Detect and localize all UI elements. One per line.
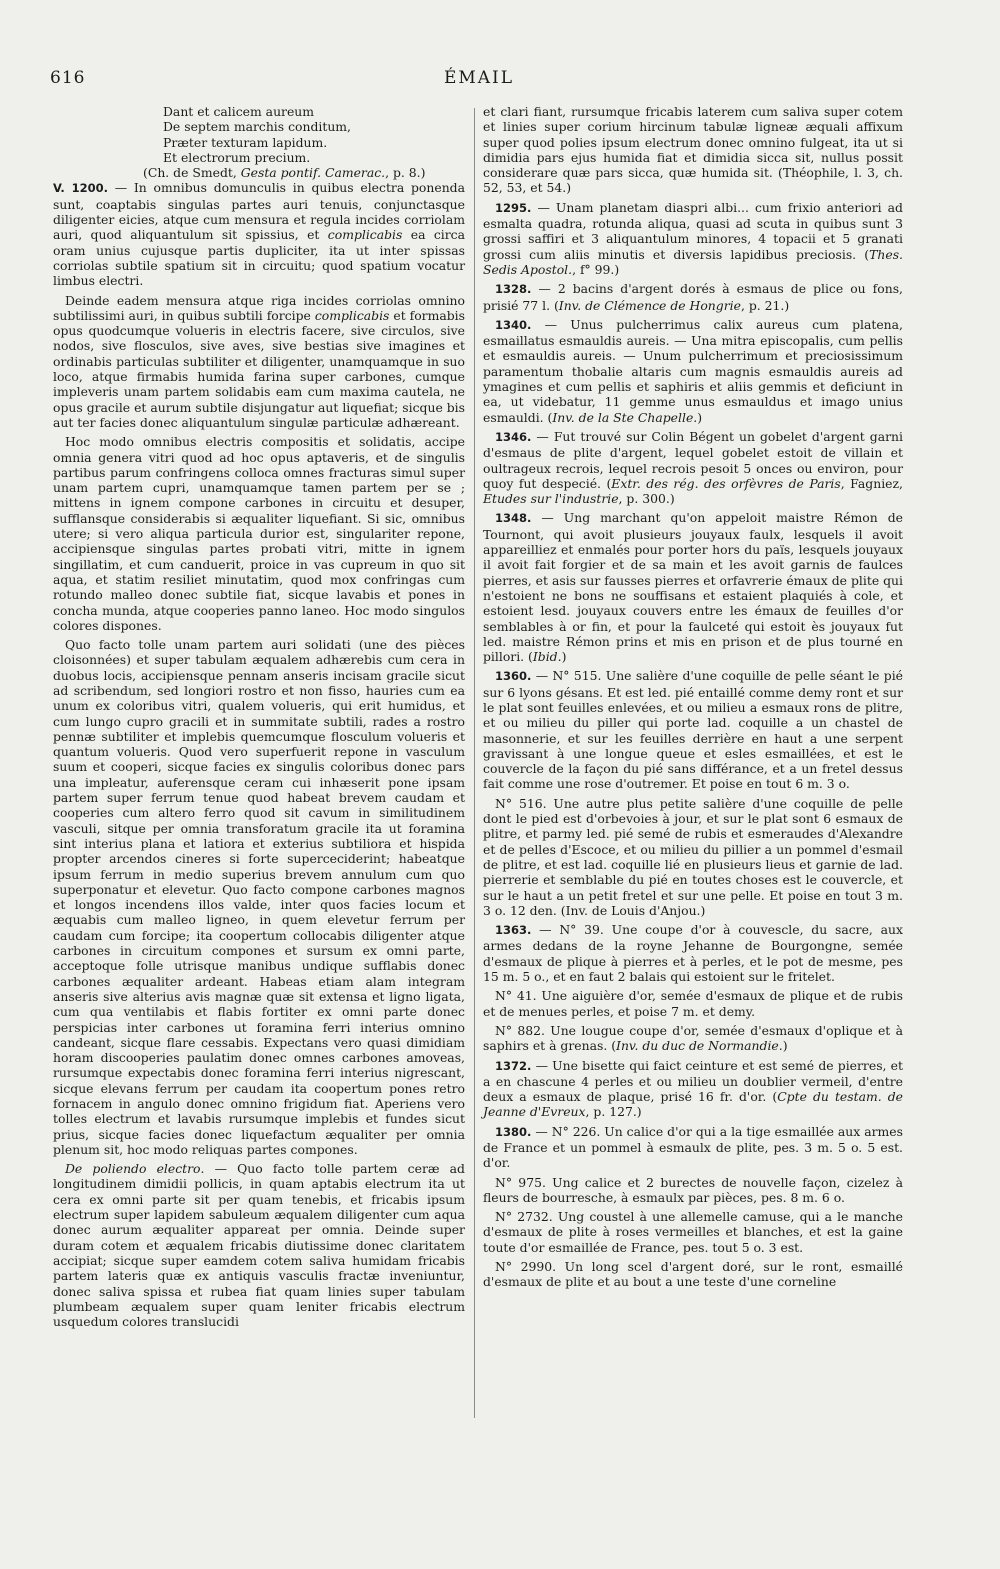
verse-line: De septem marchis conditum, <box>163 119 351 135</box>
body-paragraph: et clari fiant, rursumque fricabis laterem cum saliva super cotem et linies super corium hircinum tabulæ ligneæ æquali affixum super quod polies ipsum electrum donec omnino fulgeat, ita ut si dimidia pars ejus humida fiat et dimidia sicca sit, nullus possit considerare quæ pars sicca, quæ humida sit. (Théophile, l. 3, ch. 52, 53, et 54.) <box>483 104 903 196</box>
entry-paragraph: V. 1200. — In omnibus domunculis in quibus electra ponenda sunt, coaptabis singulas partes auri tenuis, conjunctasque diligenter eicies, atque cum mensura et regula incides corriolam auri, quod aliquantulum sit spissius, et complicabis ea circa oram unius cujusque partis dupliciter, ita ut inter spissas corriolas subtile spatium sit in circuitu; quod spatium vocatur limbus electri. <box>53 180 466 289</box>
page-number: 616 <box>50 68 86 88</box>
entry-paragraph: 1360. — N° 515. Une salière d'une coquille de pelle séant le pié sur 6 lyons gésans. Et est led. pié entaillé comme demy ront et sur le plat sont feuilles enlevées, et ou milieu a esmaux rons de plitre, et ou milieu du piller qui porte lad. coquille a un chastel de masonnerie, et sur les feuilles derrière en haut a une serpent gravissant à une longue queue et esles esmaillées, et est le couvercle de la façon du pié sans différance, et a un fretel dessus fait comme une rose d'outremer. Et poise en tout 6 m. 3 o. <box>483 668 903 792</box>
verse-line: Et electrorum precium. <box>163 149 311 165</box>
entry-paragraph: 1340. — Unus pulcherrimus calix aureus cum platena, esmaillatus esmauldis aureis. — Una mitra episcopalis, cum pellis et esmauldis aureis. — Unum pulcherrimum et preciosissimum paramentum thobalie altaris cum magnis esmauldis aureis ad ymagines et cum pellis et saphiris et aliis gemmis et deficiunt in ea, ut videbatur, 11 gemme unus esmauldus et imago unius esmauldi. (Inv. de la Ste Chapelle.) <box>483 316 903 425</box>
entry-paragraph: 1363. — N° 39. Une coupe d'or à couvescle, du sacre, aux armes dedans de la royne Jehanne de Bourgongne, semée d'esmaux de plique à pierres et à perles, et le pot de mesme, pes 15 m. 5 o., et en faut 2 balais qui estoient sur le fritelet. <box>483 922 903 985</box>
page-header <box>50 68 908 90</box>
verse-line: Præter texturam lapidum. <box>163 134 328 150</box>
entry-number: 1372. <box>495 1058 532 1073</box>
entry-number: 1340. <box>495 317 532 332</box>
column-divider <box>474 108 475 1418</box>
entry-number: 1348. <box>495 511 532 526</box>
entry-paragraph: 1348. — Ung marchant qu'on appeloit maistre Rémon de Tournont, qui avoit plusieurs jouyaux faulx, lesquels il avoit appareilliez et enmalés pour porter hors du païs, lesquels jouyaux il avoit fait forgier et de sa main et les avoit garnis de faulces pierres, et asis sur fausses pierres et orfavrerie émaux de plite qui n'estoient ne bons ne souffisans et estaient plaquiés à cole, et estoient lesd. jouyaux couvers entre les émaux de feuilles d'or semblables à or fin, et pour la faulceté qui estoit ès jouyaux fut led. maistre Rémon prins et mis en prison et de plus tourné en pillori. (Ibid.) <box>483 510 903 665</box>
entry-paragraph: 1372. — Une bisette qui faict ceinture et est semé de pierres, et a en chascune 4 perles et ou milieu un doublier vermeil, d'entre deux a esmaux de plaque, prisé 16 fr. d'or. (Cpte du testam. de Jeanne d'Evreux, p. 127.) <box>483 1057 903 1120</box>
entry-paragraph: 1380. — N° 226. Un calice d'or qui a la tige esmaillée aux armes de France et un pommel à esmaulx de plite, pes. 3 m. 5 o. 5 est. d'or. <box>483 1123 903 1171</box>
body-paragraph: Hoc modo omnibus electris compositis et solidatis, accipe omnia genera vitri quod ad hoc opus aptaveris, et de singulis partibus parum confringens colloca omnes fracturas simul super unam partem cupri, unamquamque tamen partem per se ; mittens in ignem compone carbones in circuitu et desuper, sufflansque considerabis si æqualiter liquefiant. Si sic, omnibus utere; si vero aliqua particula durior est, singulariter repone, accipiensque singulas partes probati vitri, mitte in ignem singillatim, et cum canduerit, proice in vas cupreum in quo sit aqua, et statim resiliet minutatim, quod mox confringas cum rotundo malleo donec subtile fiat, sicque lavabis et pones in concha munda, atque cooperies panno laneo. Hoc modo singulos colores dispones. <box>53 434 465 633</box>
entry-number: 1363. <box>495 923 532 938</box>
body-paragraph: N° 975. Ung calice et 2 burectes de nouvelle façon, cizelez à fleurs de bourresche, à esmaulx par pièces, pes. 8 m. 6 o. <box>483 1174 903 1205</box>
left-column <box>53 104 465 1333</box>
entry-paragraph: 1346. — Fut trouvé sur Colin Bégent un gobelet d'argent garni d'esmaus de plite d'argent, lequel gobelet estoit de villain et oultrageux recrois, lequel recrois pesoit 5 onces ou environ, pour quoy fut despecié. (Extr. des rég. des orfèvres de Paris, Fagniez, Etudes sur l'industrie, p. 300.) <box>483 428 903 507</box>
entry-number: V. 1200. <box>53 181 108 196</box>
body-paragraph: De poliendo electro. — Quo facto tolle partem ceræ ad longitudinem dimidii pollicis, in quam aptabis electrum ita ut cera ex omni parte sit per quam tenebis, et fricabis ipsum electrum super lapidem sabuleum æqualem diligenter cum aqua donec aurum æqualiter appareat per omnia. Deinde super duram cotem et æqualem fricabis diutissime donec claritatem accipiat; sicque super eamdem cotem saliva humidam fricabis partem lateris quæ ex antiquis vasculis fractæ inveniuntur, donec saliva spissa et rubea fiat quam linies super tabulam plumbeam æqualem super quam leniter fricabis electrum usquedum colores translucidi <box>53 1161 465 1330</box>
body-paragraph: Deinde eadem mensura atque riga incides corriolas omnino subtilissimi auri, in quibus subtili forcipe complicabis et formabis opus quodcumque volueris in electris facere, sive circulos, sive nodos, sive flosculos, sive aves, sive bestias sive imagines et ordinabis particulas subtiliter et diligenter, unamquamque in suo loco, atque firmabis humida farina super carbones, cumque impleveris unam partem solidabis eam cum maxima cautela, ne opus gracile et aurum subtile disjungatur aut liquefiat; sicque bis aut ter facies donec aliquantulum singulæ particulæ adhæreant. <box>53 292 465 430</box>
right-column <box>483 104 903 1294</box>
entry-number: 1346. <box>495 429 532 444</box>
running-title: ÉMAIL <box>443 68 515 88</box>
verse-block <box>143 104 465 181</box>
verse-line: Dant et calicem aureum <box>163 104 315 119</box>
body-paragraph: N° 2990. Un long scel d'argent doré, sur le ront, esmaillé d'esmaux de plite et au bout a une teste d'une corneline <box>483 1259 903 1290</box>
body-paragraph: N° 2732. Ung coustel à une allemelle camuse, qui a le manche d'esmaux de plite à roses vermeilles et blanches, et est la gaine toute d'or esmaillée de France, pes. tout 5 o. 3 est. <box>483 1209 903 1255</box>
entry-number: 1360. <box>495 669 532 684</box>
body-paragraph: N° 41. Une aiguière d'or, semée d'esmaux de plique et de rubis et de menues perles, et poise 7 m. et demy. <box>483 988 903 1019</box>
body-paragraph: N° 516. Une autre plus petite salière d'une coquille de pelle dont le pied est d'orbevoies à jour, et sur le plat sont 6 esmaux de plitre, et parmy led. pié semé de rubis et esmeraudes d'Alexandre et de pelles d'Escoce, et ou milieu du pillier a un pommel d'esmail de plitre, et est lad. coquille lié en plusieurs lieus et garnie de lad. pierrerie et semblable du pié en toutes choses est le couvercle, et sur le haut a un petit fretel et sur une pelle. Et poise en tout 3 m. 3 o. 12 den. (Inv. de Louis d'Anjou.) <box>483 795 903 918</box>
verse-citation: (Ch. de Smedt, Gesta pontif. Camerac., p. 8.) <box>143 165 426 181</box>
entry-paragraph: 1295. — Unam planetam diaspri albi... cum frixio anteriori ad esmalta quadra, rotunda aliqua, quasi ad scuta in quibus sunt 3 grossi saffiri et 3 aliquantulum minores, 4 topacii et 5 granati grossi cum aliis minutis et diversis lapidibus preciosis. (Thes. Sedis Apostol., f° 99.) <box>483 199 903 277</box>
entry-paragraph: 1328. — 2 bacins d'argent dorés à esmaus de plice ou fons, prisié 77 l. (Inv. de Clémence de Hongrie, p. 21.) <box>483 281 903 313</box>
entry-number: 1295. <box>495 200 532 215</box>
entry-number: 1380. <box>495 1124 532 1139</box>
entry-number: 1328. <box>495 282 532 297</box>
body-paragraph: Quo facto tolle unam partem auri solidati (une des pièces cloisonnées) et super tabulam æqualem adhærebis cum cera in duobus locis, accipiensque pennam anseris incisam gracile sicut ad scribendum, sed longiori rostro et non fisso, hauries cum ea unum ex coloribus vitri, qualem volueris, qui erit humidus, et cum lungo cupro gracili et in summitate subtili, rades a rostro pennæ subtiliter et implebis quemcumque flosculum volueris et quantum volueris. Quod vero superfuerit repone in vasculum suum et cooperi, sicque facies ex singulis coloribus donec pars una impleatur, auferensque ceram cui inhæserit pone ipsam partem super ferrum tenue quod habeat brevem caudam et cooperies cum altero ferro quod sit cavum in similitudinem vasculi, sitque per omnia transforatum gracile ita ut foramina sint interius plana et latiora et exterius subtiliora et hispida propter arcendos cineres si forte superceciderint; habeatque ipsum ferrum in medio superius brevem annulum cum quo superponatur et elevetur. Quo facto compone carbones magnos et longos incendens illos valde, inter quos facies locum et æquabis cum malleo ligneo, in quem elevetur ferrum per caudam cum forcipe; ita coopertum collocabis diligenter atque carbones in circuitum compones et sursum ex omni parte, acceptoque folle utrisque manibus undique sufflabis donec carbones æqualiter ardeant. Habeas etiam alam integram anseris sive alterius avis magnæ quæ sit extensa et ligno ligata, cum qua ventilabis et flabis fortiter ex omni parte donec perspicias inter carbones ut foramina ferri interius omnino candeant, sicque flare cessabis. Expectans vero quasi dimidiam horam discooperies paulatim donec omnes carbones amoveas, rursumque expectabis donec foramina ferri interius nigrescant, sicque elevans ferrum per caudam ita coopertum pones retro fornacem in angulo donec omnino frigidum fiat. Aperiens vero tolles electrum et lavabis rursumque implebis et fundes sicut prius, sicque facies donec liquefactum æqualiter per omnia plenum sit, hoc modo reliquas partes compones. <box>53 637 465 1157</box>
body-paragraph: N° 882. Une lougue coupe d'or, semée d'esmaux d'oplique et à saphirs et à grenas. (Inv. du duc de Normandie.) <box>483 1022 903 1054</box>
